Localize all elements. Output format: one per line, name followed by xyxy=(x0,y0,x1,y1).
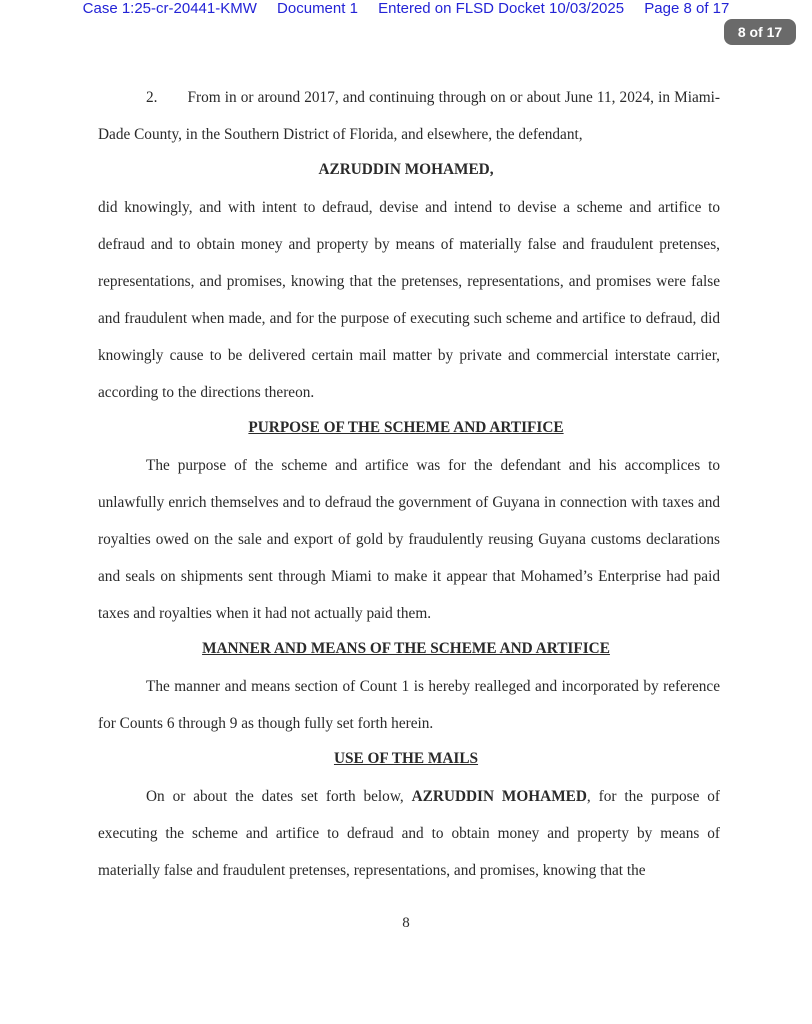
document-number: Document 1 xyxy=(277,0,358,17)
mails-defendant-name: AZRUDDIN MOHAMED xyxy=(411,788,587,805)
mails-text-before: On or about the dates set forth below, xyxy=(146,788,404,805)
docket-header xyxy=(0,0,812,18)
docket-entry: Entered on FLSD Docket 10/03/2025 xyxy=(378,0,625,17)
page-indicator-badge: 8 of 17 xyxy=(724,19,796,45)
paragraph-2 xyxy=(98,79,720,153)
paragraph-2-text: From in or around 2017, and continuing through on or about June 11, 2024, in Miami-Dade County, in the Southern District of Florida, and elsewhere, the defendant, xyxy=(98,89,720,143)
heading-purpose: PURPOSE OF THE SCHEME AND ARTIFICE xyxy=(248,419,564,436)
heading-use-of-mails: USE OF THE MAILS xyxy=(333,750,479,767)
page-number: 8 xyxy=(402,915,410,931)
manner-paragraph: The manner and means section of Count 1 is hereby realleged and incorporated by reference for Counts 6 through 9 as though fully set forth herein. xyxy=(98,678,720,732)
case-number: Case 1:25-cr-20441-KMW xyxy=(82,0,257,17)
mails-paragraph xyxy=(98,778,720,889)
heading-manner-and-means: MANNER AND MEANS OF THE SCHEME AND ARTIFICE xyxy=(202,640,610,657)
header-page-count: Page 8 of 17 xyxy=(644,0,730,17)
defendant-name: AZRUDDIN MOHAMED, xyxy=(318,161,494,178)
charge-paragraph: did knowingly, and with intent to defraud, devise and intend to devise a scheme and artifice to defraud and to obtain money and property by means of materially false and fraudulent pretenses, representations, and promises, knowing that the pretenses, representations, and promises were false and fraudulent when made, and for the purpose of executing such scheme and artifice to defraud, did knowingly cause to be delivered certain mail matter by private and commercial interstate carrier, according to the directions thereon. xyxy=(98,199,720,401)
mails-text-after: , for the purpose of executing the scheme and artifice to defraud and to obtain money and property by means of materially false and fraudulent pretenses, representations, and promises, knowing that the xyxy=(98,788,720,879)
purpose-paragraph: The purpose of the scheme and artifice was for the defendant and his accomplices to unlawfully enrich themselves and to defraud the government of Guyana in connection with taxes and royalties owed on the sale and export of gold by fraudulently reusing Guyana customs declarations and seals on shipments sent through Miami to make it appear that Mohamed’s Enterprise had paid taxes and royalties when it had not actually paid them. xyxy=(98,457,720,622)
paragraph-number: 2. xyxy=(146,89,158,106)
